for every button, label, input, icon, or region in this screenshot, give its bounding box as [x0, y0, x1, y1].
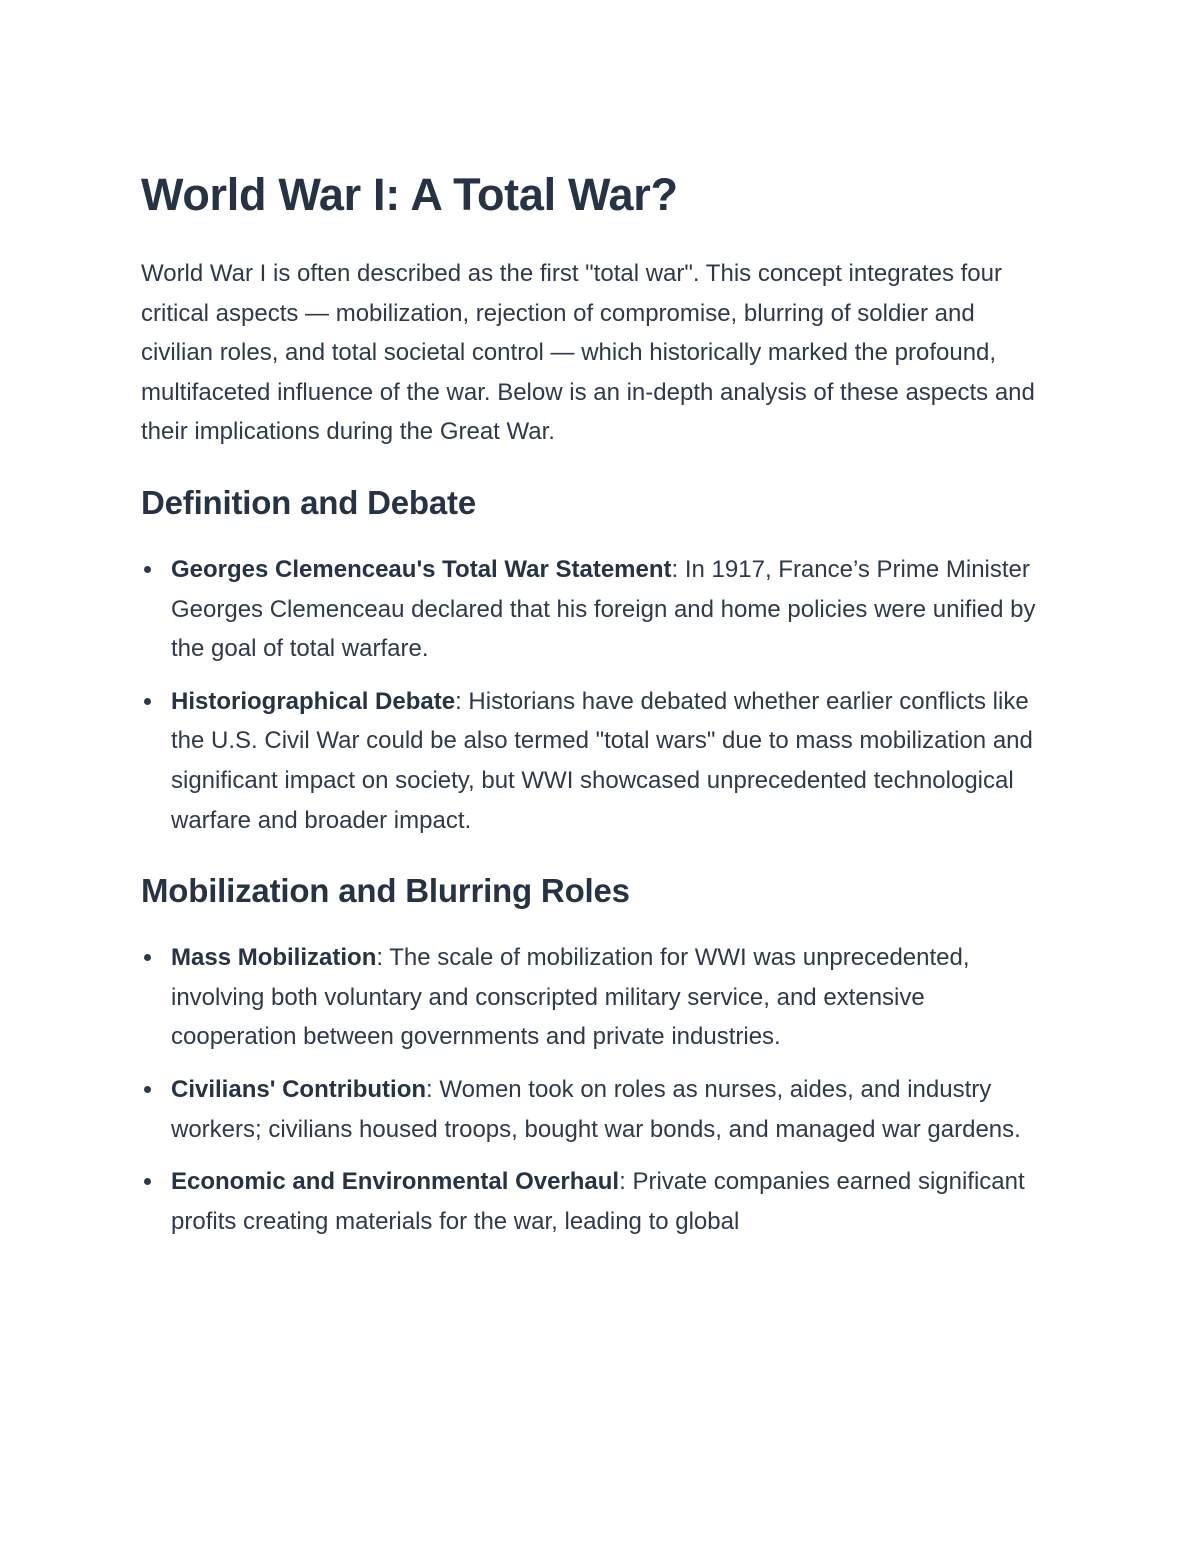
list-item-text: : In 1917, France’s Prime Minister Georges Clemenceau declared that his foreign and home policies were unified by the goal of total warfare.	[171, 555, 1036, 663]
list-item-term: Civilians' Contribution	[171, 1075, 427, 1103]
list-item-text: : Women took on roles as nurses, aides, and industry workers; civilians housed troops, bought war bonds, and managed war gardens.	[171, 1075, 1021, 1143]
list-item-term: Economic and Environmental Overhaul	[171, 1168, 620, 1196]
list-item	[141, 938, 1046, 1057]
bullet-list-definition-debate	[141, 550, 1046, 840]
bullet-list-mobilization	[141, 938, 1046, 1241]
list-item	[141, 1070, 1046, 1149]
list-item-term: Historiographical Debate	[171, 687, 456, 715]
list-item	[141, 550, 1046, 669]
bullet-icon	[144, 698, 151, 705]
bullet-icon	[144, 954, 151, 961]
section-heading-mobilization: Mobilization and Blurring Roles	[141, 872, 630, 910]
bullet-icon	[144, 566, 151, 573]
bullet-icon	[144, 1178, 151, 1185]
list-item-term: Mass Mobilization	[171, 944, 377, 972]
list-item-text: : The scale of mobilization for WWI was unprecedented, involving both voluntary and conscripted military service, and extensive cooperation between governments and private industries.	[171, 944, 970, 1051]
intro-paragraph: World War I is often described as the first "total war". This concept integrates four critical aspects — mobilization, rejection of compromise, blurring of soldier and civilian roles, and total societal control — which historically marked the profound, multifaceted influence of the war. Below is an in-depth analysis of these aspects and their implications during the Great War.	[141, 260, 1035, 446]
list-item-text: : Historians have debated whether earlier conflicts like the U.S. Civil War could be also termed "total wars" due to mass mobilization and significant impact on society, but WWI showcased unprecedented technological warfare and broader impact.	[171, 687, 1033, 834]
list-item-text: : Private companies earned significant profits creating materials for the war, leading to global	[171, 1168, 1025, 1235]
section-heading-definition-debate: Definition and Debate	[141, 483, 476, 521]
list-item	[141, 1162, 1046, 1241]
list-item-term: Georges Clemenceau's Total War Statement	[171, 555, 672, 583]
list-item	[141, 682, 1046, 840]
document-page	[141, 168, 1046, 1254]
bullet-icon	[144, 1086, 151, 1093]
page-title: World War I: A Total War?	[141, 169, 678, 220]
